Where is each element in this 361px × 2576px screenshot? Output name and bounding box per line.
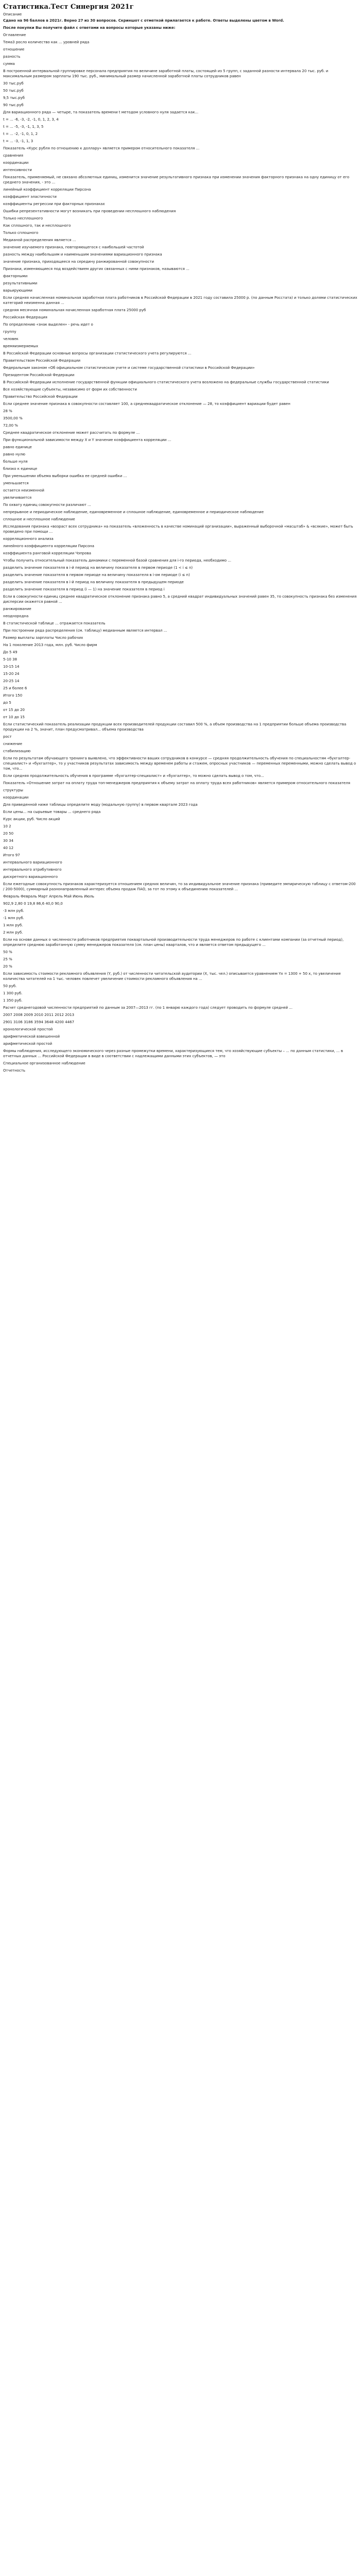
text-line: Специальное организованное наблюдение — [3, 1061, 85, 1065]
page-subtitle: Описание — [3, 12, 22, 16]
text-line: разделить значение показателя в первом периоде на величину показателя в i-ом периоде (i ≤ n) — [3, 573, 190, 577]
text-line: разделить значение показателя в i-й период на величину показателя в предыдущем периоде — [3, 580, 184, 584]
text-line: При уменьшении объема выборки ошибка ее средней ошибки ... — [3, 474, 127, 478]
text-line: интервального вариационного — [3, 860, 62, 865]
text-line: равно нулю — [3, 452, 26, 456]
text-line: Расчет среднегодовой численности предприятий по данным за 2007—2013 гг. (по 1 январю каждого года) следует проводить по формуле средней ... — [3, 1006, 293, 1010]
text-line: 15-20 24 — [3, 672, 20, 676]
text-line: сравнения — [3, 154, 23, 158]
text-line: На 1 поколение 2013 года, млн. руб. Число фирм — [3, 643, 97, 647]
text-line: близко к единице — [3, 467, 38, 471]
answer-list — [3, 32, 358, 1073]
text-line: разделить значение показателя в период (i — 1) на значение показателя в период i — [3, 587, 165, 591]
text-line: По определению «знак выделен» - речь идет о — [3, 323, 93, 327]
text-line: Показатель «Отношение затрат на оплату труда топ-менеджеров предприятия к объему затрат на оплату труда всех работников» является примером относительного показателя — [3, 781, 350, 785]
text-line: Только несплошного — [3, 216, 43, 221]
text-line: -1 млн руб. — [3, 916, 24, 920]
text-line: рост — [3, 735, 12, 739]
text-line: 2 млн руб. — [3, 930, 23, 935]
text-line: Правительством Российской Федерации — [3, 359, 81, 363]
text-line: 50 тыс.руб — [3, 89, 24, 93]
text-line: В Российской Федерации исполнение государственной функции официального статистического учета возложено на федеральные службы государственной статистики — [3, 380, 329, 384]
text-line: 10 2 — [3, 824, 11, 828]
text-line: 25 % — [3, 957, 12, 961]
text-line: до 5 — [3, 701, 11, 705]
text-line: 40 12 — [3, 846, 14, 850]
text-line: Оглавление — [3, 33, 26, 37]
text-line: равно единице — [3, 445, 32, 449]
text-line: Чтобы получить относительный показатель динамики с переменной базой сравнения для i-го периода, необходимо ... — [3, 558, 231, 563]
text-line: группу — [3, 330, 16, 334]
text-line: арифметической взвешенной — [3, 1035, 60, 1039]
text-line: t = ... -3, -1, 1, 3 — [3, 139, 33, 143]
text-line: При функциональной зависимости между X и Y значение коэффициента корреляции ... — [3, 438, 171, 442]
text-line: Если средняя продолжительность обучения в программе «бухгалтер-специалист» и «бухгалтер», то можно сделать вывод о том, что... — [3, 774, 264, 778]
text-line: До 5 49 — [3, 650, 18, 654]
text-line: 5-10 38 — [3, 657, 18, 662]
text-line: арифметической простой — [3, 1042, 53, 1046]
purchase-notice: После покупки Вы получите файл с ответами на вопросы которые указаны ниже: — [3, 26, 176, 30]
text-line: Медианой распределения является ... — [3, 238, 76, 242]
text-line: Если средняя начисленная номинальная заработная плата работников в Российской Федерации в 2021 году составила 25000 р. (по данным Росстата) и только долями статистических категорий неизменна данная ... — [3, 296, 357, 305]
text-line: 20 50 — [3, 832, 14, 836]
text-line: Только сплошного — [3, 231, 39, 235]
text-line: варьирующими — [3, 289, 32, 293]
text-line: В статистической таблице ... отражается показатель — [3, 621, 106, 625]
text-line: коэффициента ранговой корреляции Чэпрова — [3, 551, 91, 555]
text-line: Все хозяйствующие субъекты, независимо от форм их собственности — [3, 387, 137, 392]
text-line: 1 300 руб. — [3, 991, 23, 995]
text-line: Отчетность — [3, 1069, 26, 1073]
text-line: разность между наибольшим и наименьшим значениями вариационного признака — [3, 252, 162, 257]
text-line: интенсивности — [3, 168, 32, 172]
text-line: Федеральным законом «Об официальном статистическом учете и системе государственной статистики в Российской Федерации» — [3, 366, 255, 370]
text-line: Среднее квадратическое отклонение может рассчитать по формуле ... — [3, 431, 140, 435]
text-line: 1 350 руб. — [3, 998, 23, 1003]
text-line: t = ... -2, -1, 0, 1, 2 — [3, 132, 38, 136]
text-line: t = ... -6, -3, -2, -1, 0, 1, 2, 3, 4 — [3, 117, 59, 122]
text-line: сумма — [3, 62, 15, 66]
text-line: результативными — [3, 281, 38, 285]
text-line: времяизмеряемых — [3, 344, 39, 348]
text-line: Если на основе данных о численности работников предприятия поквартальной производительности труда менеджеров по работе с клиентами компании (за отчетный период), определите среднюю заработанную сумму менеджеров показателя (см. план цены) кварталов, что и является ответом предыдущего ... — [3, 938, 344, 947]
text-line: значение изучаемого признака, повторяющегося с наибольшей частотой — [3, 245, 144, 249]
text-line: 50 % — [3, 950, 12, 954]
text-line: сплошное и несплошное наблюдение — [3, 517, 75, 521]
page-title: Статистика.Тест Синергия 2021г — [3, 3, 134, 11]
text-line: 2007 2008 2009 2010 2011 2012 2013 — [3, 1013, 75, 1017]
text-line: Если ежегодные совокупность признаков характеризуется отношением средних величин, то за индивидуальное значение признака (приведите эмпирическую таблицу с ответом-200 / 200-5000), суммарный разнонаправленный интерес объема продаж ПАО, за тот по этому к объединению показателей ... — [3, 882, 356, 891]
text-line: корреляционного анализа — [3, 537, 54, 541]
text-line: от 10 до 15 — [3, 715, 25, 719]
text-line: значение признака, приходящееся на середину ранжированной совокупности — [3, 260, 154, 264]
text-line: Если статистический показатель реализации продукции всех производителей продукции составил 500 %, а объем производства на 1 предприятии больше объема производства продукции на 2 %, значит, план предусматривал... объема производства — [3, 722, 347, 732]
text-line: 902,9 2,80 0 19,8 86,6 40,0 90,0 — [3, 902, 63, 906]
text-line: Если цены... на сырьевые товары ... среднего ряда — [3, 810, 101, 814]
text-line: По охвату единиц совокупности различают ... — [3, 503, 91, 507]
text-line: Для приведенной ниже таблицы определите моду (модальную группу) в первом квартале 2023 года — [3, 803, 198, 807]
text-line: 9,5 тыс.руб — [3, 96, 25, 100]
text-line: больше нуля — [3, 460, 28, 464]
text-line: Признаки, изменяющиеся под воздействием других связанных с ними признаков, называются ... — [3, 267, 190, 271]
text-line: При построении ряда распределения (см. таблицу) медианным является интервал ... — [3, 629, 167, 633]
text-line: Как сплошного, так и несплошного — [3, 224, 71, 228]
text-line: линейного коэффициента корреляции Пирсона — [3, 544, 94, 548]
text-line: средняя месячная номинальная начисленная заработная плата 25000 руб — [3, 308, 146, 312]
text-line: коэффициенты регрессии при факторных признаках — [3, 202, 105, 206]
text-line: 20-25 14 — [3, 679, 20, 683]
text-line: коэффициент эластичности — [3, 195, 57, 199]
text-line: 50 руб. — [3, 984, 17, 988]
text-line: факторными — [3, 274, 28, 278]
text-line: 2901 3106 3186 3594 3648 4200 4467 — [3, 1020, 75, 1024]
text-line: разность — [3, 55, 21, 59]
text-line: Размер выплаты зарплаты Число рабочих — [3, 636, 83, 640]
text-line: от 15 до 20 — [3, 708, 25, 712]
text-line: непрерывное и периодическое наблюдение, единовременное и сплошное наблюдение, единовременное и периодическое наблюдение — [3, 510, 264, 514]
intro-text: Сдано на 96 баллов в 2021г. Верно 27 из 30 вопросов. Скриншот с отметкой прилагается к работе. Ответы выделены цветом в Word. — [3, 19, 284, 23]
text-line: 1 млн руб. — [3, 923, 23, 927]
text-line: Ошибки репрезентативности могут возникать при проведении несплошного наблюдения — [3, 209, 176, 213]
text-line: хронологической простой — [3, 1027, 53, 1031]
text-line: Исследования признака «возраст всех сотрудника» на показатель «вложенность в качестве номинаций организации», выраженный выборочной «масштаб» & «всякие», может быть проведено при помощи ... — [3, 524, 353, 534]
text-line: Если в совокупности единиц среднее квадратическое отклонение признака равно 5, а средний квадрат индивидуальных значений равен 35, то совокупность признака без изменения дисперсии окажется равной ... — [3, 595, 357, 604]
text-line: В построенной интервальной группировке персонала предприятия по величине заработной платы, состоящей из 5 групп, с заданной разности интервала 20 тыс. руб. и максимальным размером зарплаты 190 тыс. руб., минимальный размер начисленной заработной платы сотрудников равен — [3, 69, 329, 78]
text-line: Курс акции, руб. Число акций — [3, 817, 60, 821]
text-line: 30 34 — [3, 839, 14, 843]
text-line: Показатель, применяемый, не связано абсолютных единиц, изменится значение результативного признака при изменении значения факторного признака на одну единицу от его среднего значения, - это ... — [3, 175, 350, 184]
text-line: 30 тыс.руб — [3, 81, 24, 86]
text-line: Президентом Российской Федерации — [3, 373, 75, 377]
text-line: Показатель «Курс рубля по отношению к доллару» является примером относительного показателя ... — [3, 146, 200, 150]
text-line: линейный коэффициент корреляции Пирсона — [3, 188, 91, 192]
text-line: Для вариационного ряда — четыре, та показатель времени t методом условного нуля задается как... — [3, 110, 199, 114]
text-line: t = ... -5, -3, -1, 1, 3, 5 — [3, 125, 44, 129]
text-line: Формы наблюдения, исследующего экономического через разные промежутки времени, характеризующиеся тем, что хозяйствующие субъекты – ... по данным статистики, ... в отчетных данных ... Российской Федерации в виде в соответствии с надлежащими данными этих субъектов, — это — [3, 1049, 343, 1058]
text-line: структуры — [3, 788, 23, 792]
text-line: Тема3 росло количество как ... уровней ряда — [3, 40, 90, 44]
text-line: 20 % — [3, 964, 12, 969]
text-line: снижение — [3, 742, 23, 746]
text-line: В Российской Федерации основные вопросы организации статистического учета регулируются ... — [3, 351, 192, 355]
text-line: 72,00 % — [3, 423, 18, 428]
text-line: Февраль Февраль Март Апрель Май Июнь Июль — [3, 894, 94, 899]
text-line: Итого 97 — [3, 853, 20, 857]
text-line: 25 и более 6 — [3, 686, 27, 690]
text-line: неоднородна — [3, 614, 29, 618]
page — [0, 0, 361, 1079]
text-line: 10-15 14 — [3, 665, 20, 669]
text-line: координации — [3, 795, 29, 800]
text-line: координации — [3, 161, 29, 165]
text-line: 90 тыс.руб — [3, 103, 24, 107]
text-line: Если по результатам обучающего тренинга выявлено, что эффективности ваших сотрудников в конкурсе — средняя продолжительность обучения по специальностям «бухгалтер-специалист» и «бухгалтер», то у участников результатах зависимость между временем работы и стажем, опросных участников — переменных переменными, можно сделать вывод о том, что... — [3, 756, 356, 771]
text-line: Правительство Российской Федерации — [3, 395, 78, 399]
text-line: остается неизменной — [3, 488, 44, 493]
text-line: Российская Федерация — [3, 315, 47, 319]
text-line: ранжирование — [3, 607, 31, 611]
text-line: -3 млн руб. — [3, 909, 24, 913]
text-line: увеличивается — [3, 496, 32, 500]
text-line: дискретного вариационного — [3, 875, 58, 879]
text-line: Итого 150 — [3, 693, 23, 698]
text-line: 28 % — [3, 409, 12, 413]
text-line: разделить значение показателя в i-й период на величину показателя в первом периоде (1 < i ≤ n) — [3, 566, 193, 570]
text-line: 3500,00 % — [3, 416, 23, 420]
text-line: Если зависимость стоимости рекламного объявления (Y, руб.) от численности читательской аудитории (X, тыс. чел.) описывается уравнением Yx = 1300 + 50 x, то увеличение количества читателей на 1 тыс. человек повлечет увеличение стоимости рекламного объявления на ... — [3, 972, 341, 981]
text-line: уменьшается — [3, 481, 29, 485]
text-line: интервального атрибутивного — [3, 868, 62, 872]
text-line: стабилизацию — [3, 749, 31, 753]
text-line: человек — [3, 337, 19, 341]
text-line: отношение — [3, 47, 25, 52]
text-line: Если среднее значение признака в совокупности составляет 100, а среднеквадратическое отклонение — 28, то коэффициент вариации будет равен — [3, 402, 290, 406]
